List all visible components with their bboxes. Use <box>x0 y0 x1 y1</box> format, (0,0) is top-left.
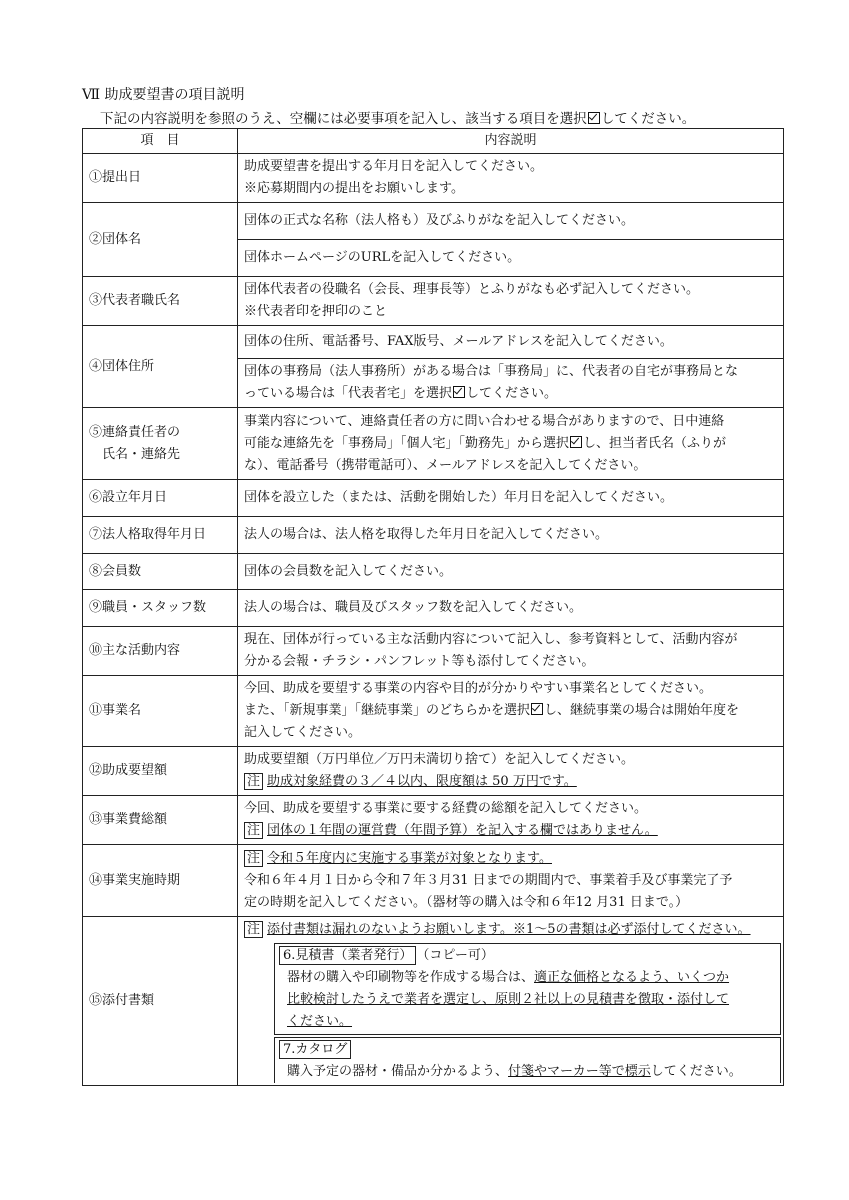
desc-text: 付箋やマーカー等で標示 <box>508 1064 651 1079</box>
row-desc <box>238 517 784 554</box>
desc-text: してください。 <box>466 386 558 401</box>
desc-text: 適正な価格となるよう、いくつか <box>534 970 730 985</box>
desc-line: 団体代表者の役職名（会長、理事長等）とふりがなも必ず記入してください。 <box>244 282 700 297</box>
checkbox-icon <box>531 703 543 715</box>
desc-line: 法人の場合は、職員及びスタッフ数を記入してください。 <box>244 600 583 615</box>
intro-text <box>100 107 695 127</box>
row-item: ⑬事業費総額 <box>83 796 238 845</box>
row-desc <box>238 240 784 277</box>
table-row <box>83 480 784 517</box>
desc-text: 購入予定の器材・備品か分かるよう、 <box>287 1064 509 1079</box>
desc-line <box>244 433 777 455</box>
desc-line <box>244 700 777 722</box>
row-desc <box>238 627 784 676</box>
attachment-box-6 <box>274 943 781 1035</box>
attachment-6-suffix: （コピー可） <box>416 948 494 963</box>
table-row <box>83 277 784 326</box>
desc-line: 助成要望額（万円単位／万円未満切り捨て）を記入してください。 <box>244 752 635 767</box>
item-explanation-table <box>82 128 784 1086</box>
desc-line: 団体の正式な名称（法人格も）及びふりがなを記入してください。 <box>244 213 635 228</box>
attachment-7-header <box>279 1039 776 1061</box>
desc-line: 団体の住所、電話番号、FAX版号、メールアドレスを記入してください。 <box>244 334 673 349</box>
attachment-6-line <box>279 967 776 989</box>
desc-text: っている場合は「代表者宅」を選択 <box>244 386 453 401</box>
note-text: 団体の１年間の運営費（年間予算）を記入する欄ではありません。 <box>267 823 658 838</box>
desc-line: 団体の会員数を記入してください。 <box>244 563 453 579</box>
table-row <box>83 796 784 845</box>
checkbox-icon <box>570 436 582 448</box>
row-item: ⑧会員数 <box>83 554 238 590</box>
desc-line: 令和６年４月１日から令和７年３月31 日までの期間内で、事業着手及び事業完了予 <box>244 872 733 888</box>
attachment-6-title: 6.見積書（業者発行） <box>279 946 416 965</box>
item-line: ⑤連絡責任者の <box>89 424 181 440</box>
row-desc <box>238 590 784 627</box>
row-desc <box>238 277 784 326</box>
note-text: 助成対象経費の３／４以内、限度額は 50 万円です。 <box>267 774 577 789</box>
attachment-6-line: ください。 <box>287 1014 353 1029</box>
table-row <box>83 917 784 1086</box>
desc-line: 定の時期を記入してください。（器材等の購入は令和６年12 月31 日まで。） <box>244 894 689 910</box>
section-heading: Ⅶ 助成要望書の項目説明 <box>82 87 245 103</box>
note-line <box>244 771 777 793</box>
note-label: 注 <box>244 773 263 790</box>
table-row <box>83 676 784 747</box>
note-line <box>244 919 781 941</box>
row-desc <box>238 326 784 359</box>
intro-main: 下記の内容説明を参照のうえ、空欄には必要事項を記入し、該当する項目を選択 <box>100 111 587 127</box>
note-text: 令和５年度内に実施する事業が対象となります。 <box>267 850 552 866</box>
row-item: ⑮添付書類 <box>83 917 238 1086</box>
desc-text: また、「新規事業」「継続事業」のどちらかを選択 <box>244 703 531 718</box>
desc-text: 可能な連絡先を「事務局」「個人宅」「勤務先」から選択 <box>244 435 570 451</box>
table-row <box>83 747 784 796</box>
desc-line: 助成要望書を提出する年月日を記入してください。 <box>244 159 544 174</box>
row-item: ⑨職員・スタッフ数 <box>83 590 238 627</box>
table-row <box>83 517 784 554</box>
row-desc <box>238 154 784 203</box>
row-item: ⑥設立年月日 <box>83 480 238 517</box>
desc-text: 器材の購入や印刷物等を作成する場合は、 <box>287 970 535 985</box>
row-item: ②団体名 <box>83 203 238 277</box>
row-item <box>83 408 238 480</box>
desc-line: 法人の場合は、法人格を取得した年月日を記入してください。 <box>244 527 609 542</box>
desc-line <box>244 383 777 405</box>
intro-end: してください。 <box>600 111 696 127</box>
row-item: ⑭事業実施時期 <box>83 845 238 917</box>
desc-line: な）、電話番号（携帯電話可）、メールアドレスを記入してください。 <box>244 457 647 473</box>
desc-line: 団体を設立した（または、活動を開始した）年月日を記入してください。 <box>244 490 674 505</box>
row-item: ⑫助成要望額 <box>83 747 238 796</box>
desc-text: してください。 <box>650 1064 742 1079</box>
table-row <box>83 845 784 917</box>
desc-text: し、担当者氏名（ふりが <box>583 435 727 451</box>
note-line <box>244 848 777 870</box>
desc-line: 記入してください。 <box>244 725 362 740</box>
row-desc <box>238 676 784 747</box>
table-header-row <box>83 129 784 154</box>
attachment-7-title: 7.カタログ <box>279 1040 351 1059</box>
note-label: 注 <box>244 921 263 938</box>
row-desc <box>238 480 784 517</box>
table-row <box>83 408 784 480</box>
note-text: 添付書類は漏れのないようお願いします。※1～5の書類は必ず添付してください。 <box>267 922 751 937</box>
row-item: ①提出日 <box>83 154 238 203</box>
desc-line: 分かる会報・チラシ・パンフレット等も添付してください。 <box>244 654 595 669</box>
row-item: ⑩主な活動内容 <box>83 627 238 676</box>
attachment-box-7 <box>274 1037 781 1083</box>
row-desc <box>238 796 784 845</box>
desc-line: 今回、助成を要望する事業に要する経費の総額を記入してください。 <box>244 801 648 816</box>
desc-text: し、継続事業の場合は開始年度を <box>544 703 740 718</box>
attachment-6-header <box>279 945 776 967</box>
attachment-7-line <box>279 1061 776 1083</box>
row-desc <box>238 203 784 240</box>
desc-line: ※応募期間内の提出をお願いします。 <box>244 181 464 196</box>
row-desc <box>238 747 784 796</box>
table-row <box>83 203 784 240</box>
desc-line: 現在、団体が行っている主な活動内容について記入し、参考資料として、活動内容が <box>244 632 738 647</box>
row-desc <box>238 845 784 917</box>
table-row <box>83 154 784 203</box>
header-item: 項 目 <box>83 129 238 154</box>
row-item: ⑪事業名 <box>83 676 238 747</box>
table-row <box>83 554 784 590</box>
table-row <box>83 590 784 627</box>
table-row <box>83 326 784 359</box>
row-desc <box>238 554 784 590</box>
row-item: ④団体住所 <box>83 326 238 408</box>
note-label: 注 <box>244 822 263 839</box>
table-row <box>83 627 784 676</box>
row-desc <box>238 408 784 480</box>
row-desc <box>238 917 784 1086</box>
desc-line: 今回、助成を要望する事業の内容や目的が分かりやすい事業名としてください。 <box>244 681 713 696</box>
checkbox-icon <box>453 386 465 398</box>
desc-line: 団体ホームページのURLを記入してください。 <box>244 250 521 265</box>
row-item: ③代表者職氏名 <box>83 277 238 326</box>
note-label: 注 <box>244 850 263 867</box>
desc-line: 事業内容について、連絡責任者の方に問い合わせる場合がありますので、日中連絡 <box>244 413 725 429</box>
desc-line: ※代表者印を押印のこと <box>244 304 388 319</box>
item-line: 氏名・連絡先 <box>102 446 181 462</box>
note-line <box>244 820 777 842</box>
row-item: ⑦法人格取得年月日 <box>83 517 238 554</box>
attachment-6-line: 比較検討したうえで業者を選定し、原則２社以上の見積書を徴取・添付して <box>287 992 730 1007</box>
row-desc <box>238 359 784 408</box>
header-desc: 内容説明 <box>238 129 784 154</box>
desc-line: 団体の事務局（法人事務所）がある場合は「事務局」に、代表者の自宅が事務局とな <box>244 364 739 379</box>
checkbox-icon <box>588 112 600 124</box>
